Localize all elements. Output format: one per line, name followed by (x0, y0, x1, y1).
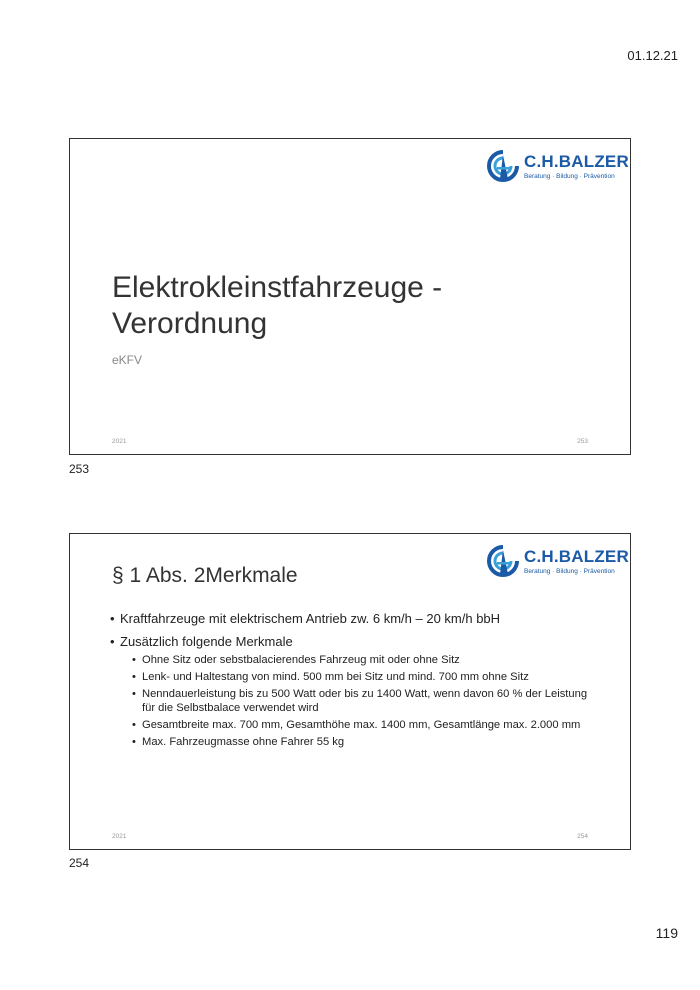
company-logo (486, 544, 629, 584)
logo-mark-icon (486, 149, 520, 185)
slide-footer-year: 2021 (112, 833, 127, 840)
logo-tagline: Beratung · Bildung · Prävention (524, 173, 615, 180)
slide-254 (69, 533, 631, 850)
sub-bullet-item: • Nenndauerleistung bis zu 500 Watt oder bis zu 1400 Watt, wenn davon 60 % der Leistung für die Selbstbalace verwendet wird (132, 687, 600, 715)
slide-footer-number: 254 (577, 833, 588, 840)
slide-title: Elektrokleinstfahrzeuge - Verordnung (112, 271, 443, 340)
sub-bullet-list (120, 653, 600, 749)
logo-tagline: Beratung · Bildung · Prävention (524, 568, 615, 575)
logo-mark-icon (486, 544, 520, 580)
bullet-text: Zusätzlich folgende Merkmale (120, 634, 293, 649)
logo-name: C.H.BALZER (524, 547, 629, 566)
slide-caption: 253 (69, 462, 90, 476)
page-number: 119 (655, 925, 678, 941)
logo-name: C.H.BALZER (524, 152, 629, 171)
slide-title: § 1 Abs. 2Merkmale (112, 564, 298, 587)
slide-253 (69, 138, 631, 455)
sub-bullet-item: • Max. Fahrzeugmasse ohne Fahrer 55 kg (132, 735, 600, 749)
sub-bullet-item: • Lenk- und Haltestang von mind. 500 mm bei Sitz und mind. 700 mm ohne Sitz (132, 670, 600, 684)
slide-subtitle: eKFV (112, 353, 143, 367)
sub-bullet-item: • Ohne Sitz oder sebstbalacierendes Fahrzeug mit oder ohne Sitz (132, 653, 600, 667)
slide-caption: 254 (69, 856, 90, 870)
sub-bullet-item: • Gesamtbreite max. 700 mm, Gesamthöhe max. 1400 mm, Gesamtlänge max. 2.000 mm (132, 718, 600, 732)
slide-footer-year: 2021 (112, 438, 127, 445)
page-date: 01.12.21 (627, 48, 678, 63)
company-logo (486, 149, 629, 189)
bullet-item (110, 633, 600, 749)
bullet-item: • Kraftfahrzeuge mit elektrischem Antrieb zw. 6 km/h – 20 km/h bbH (110, 610, 600, 627)
bullet-list (110, 610, 600, 755)
slide-footer-number: 253 (577, 438, 588, 445)
